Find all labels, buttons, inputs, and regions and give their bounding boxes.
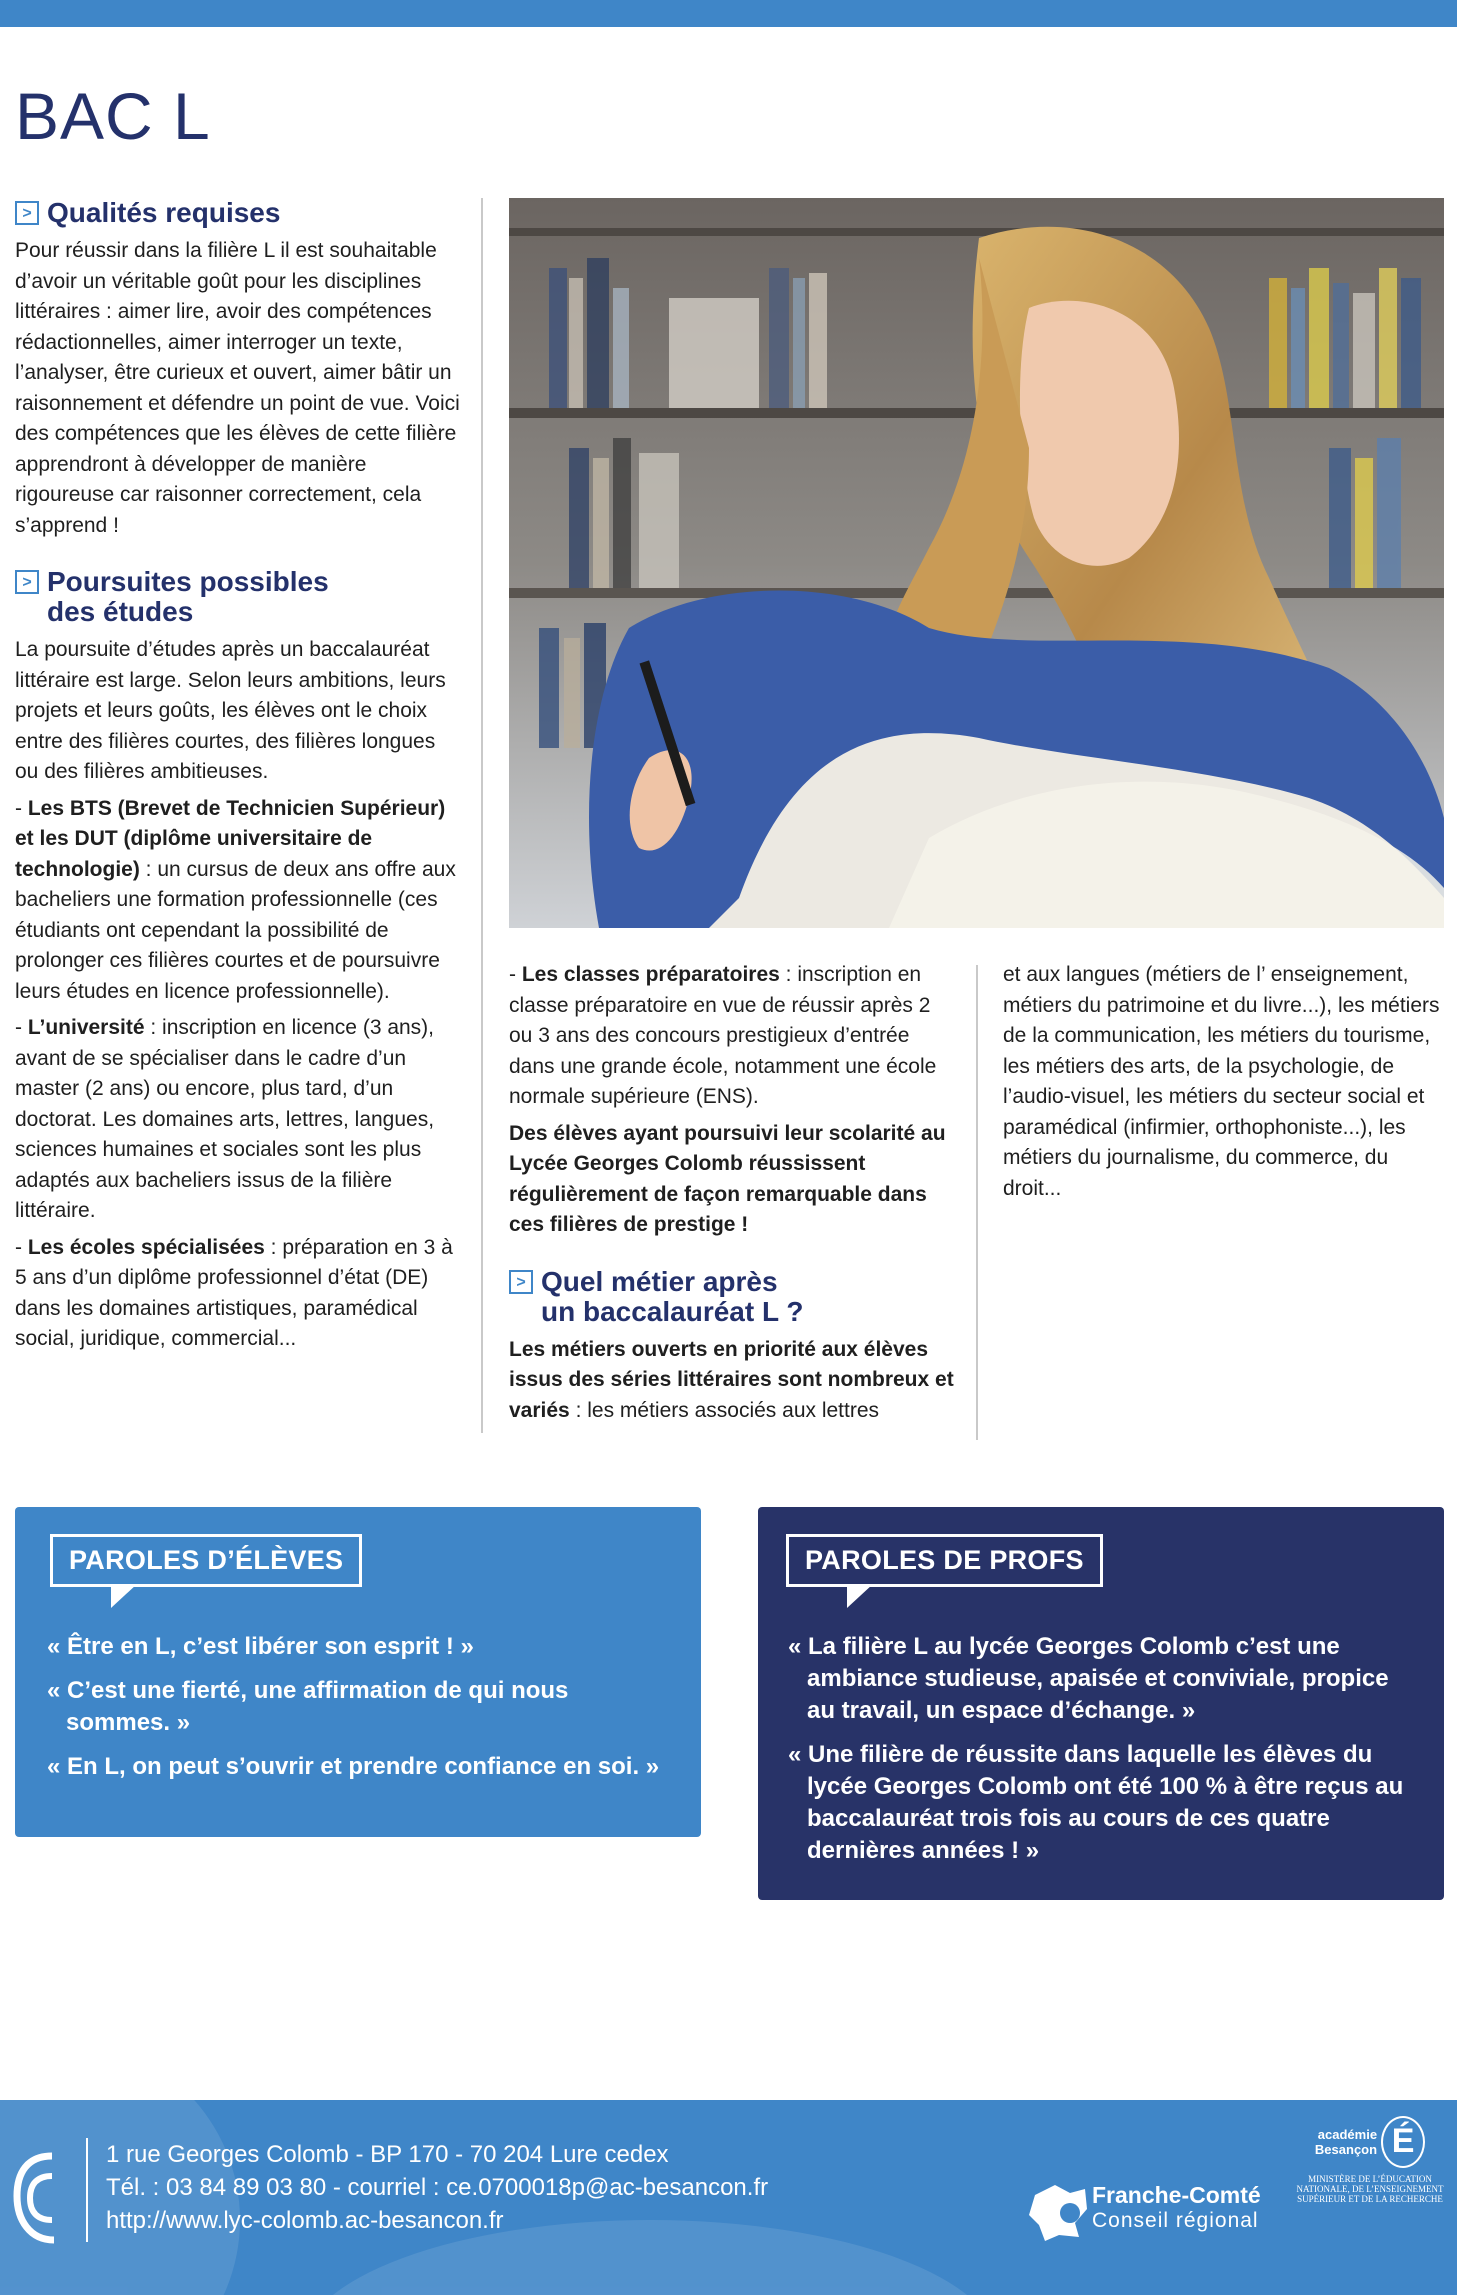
paroles-eleves-title: PAROLES D’ÉLÈVES — [50, 1534, 362, 1587]
section-heading-qualites: > Qualités requises — [15, 198, 460, 228]
top-bar — [0, 0, 1457, 27]
footer-divider — [86, 2138, 88, 2242]
footer — [0, 2100, 1457, 2295]
column-left — [15, 198, 460, 1361]
eleve-quote: « Être en L, c’est libérer son esprit ! » — [47, 1633, 474, 1660]
poursuites-intro: La poursuite d’études après un baccalauréat littéraire est large. Selon leurs ambitions, leurs projets et leurs goûts, les élèves ont le choix entre des filières courtes, des filières longues ou des filières ambitieuses. — [15, 638, 446, 783]
eleves-quotes — [47, 1631, 671, 1795]
column-middle — [509, 960, 954, 1432]
region-label: Franche-Comté Conseil régional — [1092, 2182, 1261, 2232]
footer-contact — [106, 2138, 768, 2237]
eleve-quote: « En L, on peut s’ouvrir et prendre confiance en soi. » — [47, 1753, 660, 1780]
website-link[interactable]: http://www.lyc-colomb.ac-besancon.fr — [106, 2207, 504, 2234]
prof-quote: « La filière L au lycée Georges Colomb c’est une ambiance studieuse, apaisée et conviviale, propice au travail, un espace d’échange. » — [788, 1633, 1389, 1724]
metiers-paragraph: Les métiers ouverts en priorité aux élèves issus des séries littéraires sont nombreux et variés : les métiers associés aux lettres — [509, 1337, 954, 1422]
contact: Tél. : 03 84 89 03 80 - courriel : ce.0700018p@ac-besancon.fr — [106, 2174, 769, 2201]
profs-quotes — [788, 1631, 1414, 1879]
qualites-text: Pour réussir dans la filière L il est souhaitable d’avoir un véritable goût pour les disciplines littéraires : aimer lire, avoir des compétences rédactionnelles, aimer interroger un texte, l’analyser, être curieux et ouvert, aimer bâtir un raisonnement et défendre un point de vue. Voici des compétences que les élèves de cette filière apprendront à développer de manière rigoureuse car raisonner correctement, cela s’apprend ! — [15, 239, 460, 537]
ecoles-paragraph: - Les écoles spécialisées : préparation en 3 à 5 ans d’un diplôme professionnel d’état (DE) dans les domaines artistiques, paramédical social, juridique, commercial... — [15, 1235, 453, 1350]
franche-comte-logo — [1025, 2175, 1095, 2245]
universite-paragraph: - L’université : inscription en licence (3 ans), avant de se spécialiser dans le cadre d’un master (2 ans) ou encore, plus tard, d’un doctorat. Les domaines arts, lettres, langues, sciences humaines et sociales sont les plus adaptés aux bacheliers issus de la filière littéraire. — [15, 1016, 435, 1222]
column-divider — [976, 965, 978, 1440]
column-right — [1003, 960, 1443, 1210]
address: 1 rue Georges Colomb - BP 170 - 70 204 Lure cedex — [106, 2141, 669, 2168]
academie-e-icon: É — [1381, 2116, 1425, 2168]
section-arrow-icon: > — [15, 570, 39, 594]
paroles-profs-panel — [758, 1507, 1444, 1900]
section-arrow-icon: > — [509, 1270, 533, 1294]
prof-quote: « Une filière de réussite dans laquelle les élèves du lycée Georges Colomb ont été 100 % à être reçus au baccalauréat trois fois au cours de ces quatre dernières années ! » — [788, 1741, 1404, 1864]
section-heading-poursuites: > Poursuites possibles des études — [15, 567, 460, 627]
academie-logo: académie Besançon É MINISTÈRE DE L’ÉDUCATION NATIONALE, DE L’ENSEIGNEMENT SUPÉRIEUR ET DE LA RECHERCHE — [1290, 2116, 1450, 2204]
paroles-profs-title: PAROLES DE PROFS — [786, 1534, 1103, 1587]
bts-paragraph: - Les BTS (Brevet de Technicien Supérieur) et les DUT (diplôme universitaire de technologie) : un cursus de deux ans offre aux bacheliers une formation professionnelle (ces étudiants ont cependant la possibilité de prolonger ces filières courtes et de poursuivre leurs études en licence professionnelle). — [15, 796, 456, 1003]
prepa-paragraph: - Les classes préparatoires : inscription en classe préparatoire en vue de réussir après 2 ou 3 ans des concours prestigieux d’entrée dans une grande école, notamment une école normale supérieure (ENS). — [509, 963, 937, 1108]
prestige-highlight: Des élèves ayant poursuivi leur scolarité au Lycée Georges Colomb réussissent régulièrement de façon remarquable dans ces filières de prestige ! — [509, 1121, 946, 1236]
eleve-quote: « C’est une fierté, une affirmation de qui nous sommes. » — [47, 1677, 569, 1736]
section-heading-metier: > Quel métier après un baccalauréat L ? — [509, 1267, 954, 1327]
column-divider — [481, 198, 483, 1433]
metiers-continuation: et aux langues (métiers de l’ enseignement, métiers du patrimoine et du livre...), les métiers de la communication, les métiers du tourisme, les métiers des arts, de la psychologie, de l’audio-visuel, les métiers du secteur social et paramédical (infirmier, orthophoniste...), les métiers du journalisme, du commerce, du droit... — [1003, 963, 1440, 1200]
page-title: BAC L — [15, 79, 211, 153]
paroles-eleves-panel — [15, 1507, 701, 1837]
school-logo — [12, 2148, 62, 2248]
student-photo — [509, 198, 1444, 928]
section-arrow-icon: > — [15, 201, 39, 225]
